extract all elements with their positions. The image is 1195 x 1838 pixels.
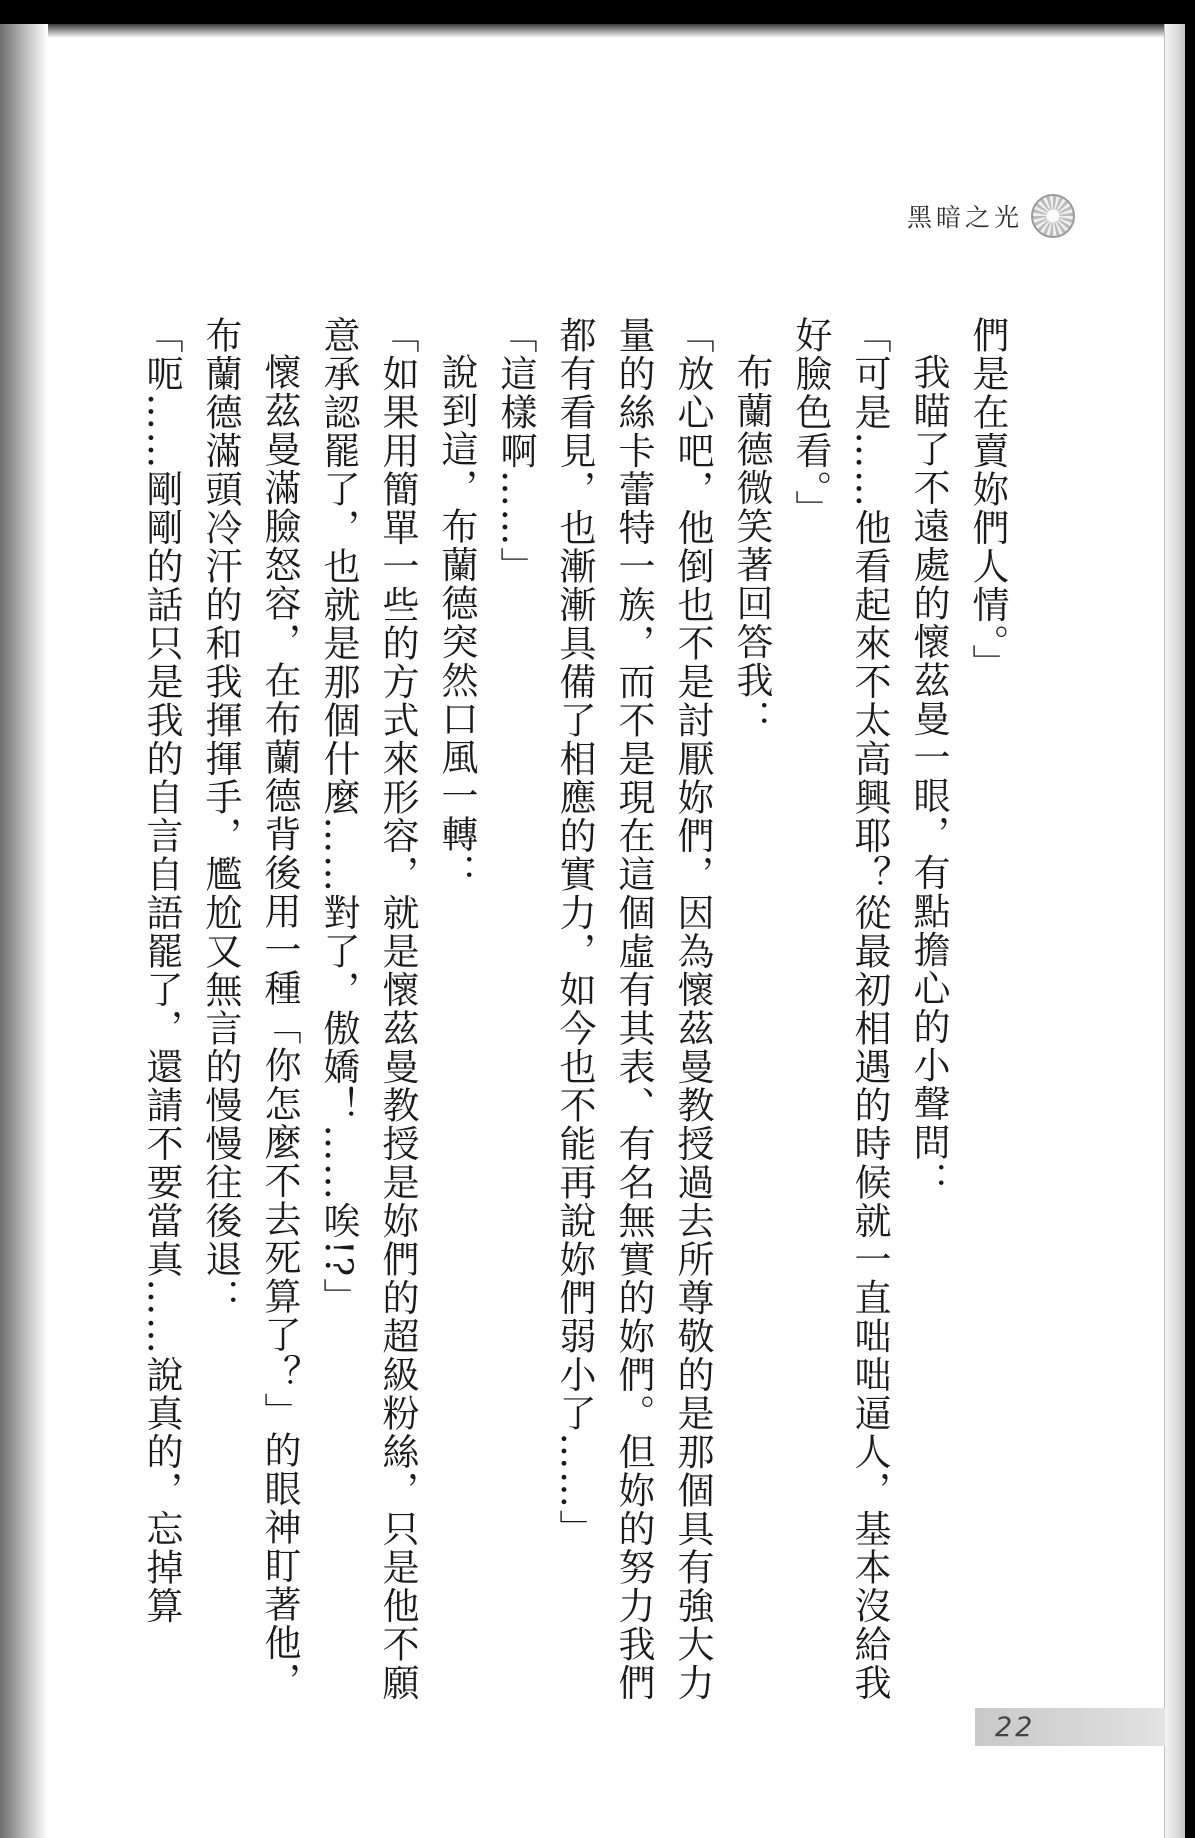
paragraph-10: 「呃……剛剛的話只是我的自言自語罷了，還請不要當真……說真的，忘掉算 bbox=[140, 316, 183, 1625]
paragraph-3: 「可是……他看起來不太高興耶？從最初相遇的時候就一直咄咄逼人，基本沒給我好臉色看。」 bbox=[789, 316, 891, 1702]
book-page bbox=[0, 24, 1185, 1838]
paragraph-1: 們是在賣妳們人情。」 bbox=[966, 316, 1009, 683]
book-title: 黑暗之光 bbox=[906, 203, 1023, 232]
page-number-tab bbox=[975, 1708, 1165, 1746]
paragraph-8: 「如果用簡單一些的方式來形容，就是懷茲曼教授是妳們的超級粉絲，只是他不願意承認罷了，也就是那個什麼……對了，傲嬌！……唉!?」 bbox=[317, 316, 419, 1702]
running-header bbox=[907, 194, 1075, 238]
scan-top-edge bbox=[0, 24, 1185, 38]
page-edge bbox=[1164, 24, 1185, 1838]
paragraph-2: 我瞄了不遠處的懷茲曼一眼，有點擔心的小聲問： bbox=[907, 353, 950, 1200]
vertical-body-text bbox=[132, 316, 1017, 1736]
paragraph-4: 布蘭德微笑著回答我： bbox=[730, 353, 773, 738]
paragraph-5: 「放心吧，他倒也不是討厭妳們，因為懷茲曼教授過去所尊敬的是那個具有強大力量的絲卡蕾特一族，而不是現在這個虛有其表、有名無實的妳們。但妳的努力我們都有看見，也漸漸具備了相應的實力，如今也不能再說妳們弱小了……」 bbox=[553, 316, 714, 1702]
paragraph-6: 「這樣啊……」 bbox=[494, 316, 537, 586]
chrysanthemum-emblem-icon bbox=[1031, 194, 1075, 238]
paragraph-9: 懷茲曼滿臉怒容，在布蘭德背後用一種「你怎麼不去死算了？」的眼神盯著他，布蘭德滿頭冷汗的和我揮揮手，尷尬又無言的慢慢往後退： bbox=[199, 316, 301, 1701]
page-number: 22 bbox=[995, 1711, 1036, 1743]
paragraph-7: 說到這，布蘭德突然口風一轉： bbox=[435, 353, 478, 892]
spine-shadow bbox=[0, 24, 48, 1838]
